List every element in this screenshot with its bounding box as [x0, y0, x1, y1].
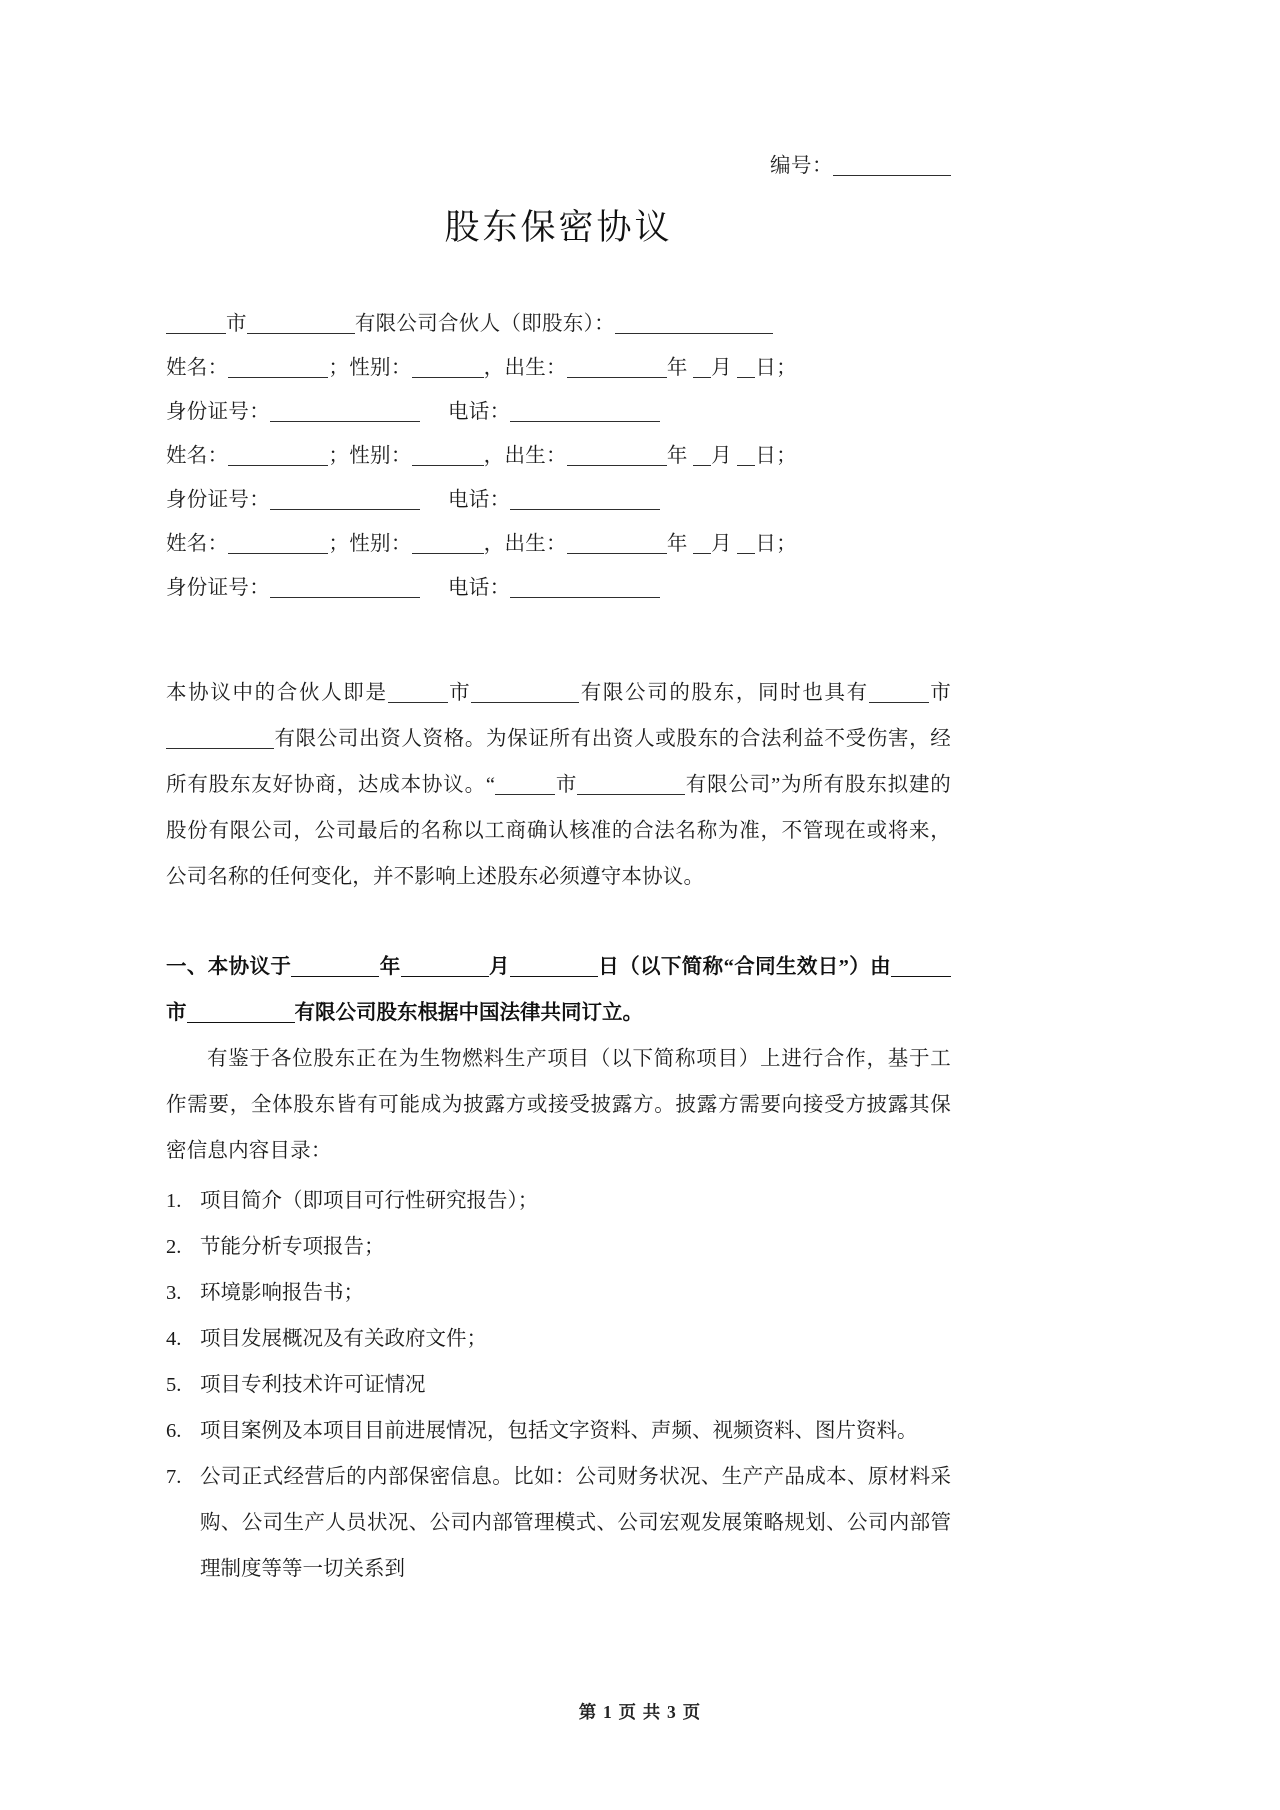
- recital-block: [166, 670, 951, 900]
- semicolon-2: ；: [328, 445, 350, 467]
- party-city-blank[interactable]: [166, 333, 226, 334]
- year-label: 年: [666, 533, 688, 555]
- shareholder-2-birth-year-blank[interactable]: [567, 465, 667, 466]
- list-item-marker: 7.: [166, 1466, 182, 1488]
- list-item: [166, 1224, 951, 1270]
- day-label: 日；: [755, 533, 797, 555]
- id-number-label: 身份证号：: [166, 401, 270, 423]
- phone-label: 电话：: [448, 577, 511, 599]
- shareholder-3-id-line: [166, 566, 951, 610]
- birth-label: 出生：: [504, 533, 567, 555]
- recital-text-b: 市: [447, 682, 472, 704]
- recital-text-f: 市: [555, 774, 578, 796]
- section-one-text-c: 月: [488, 956, 510, 978]
- document-number-label: 编号：: [770, 155, 833, 177]
- list-item-marker: 6.: [166, 1420, 182, 1442]
- list-item-marker: 4.: [166, 1328, 182, 1350]
- party-company-blank[interactable]: [247, 333, 355, 334]
- list-item: [166, 1178, 951, 1224]
- recital-text-a: 本协议中的合伙人即是: [166, 682, 388, 704]
- comma-3: ，: [483, 533, 505, 555]
- page-content: [166, 0, 951, 1592]
- document-number-blank[interactable]: [833, 175, 951, 176]
- shareholder-3-birth-day-blank[interactable]: [737, 553, 755, 554]
- list-item-text: 环境影响报告书；: [200, 1282, 364, 1304]
- name-label: 姓名：: [166, 357, 229, 379]
- shareholder-2-id-blank[interactable]: [270, 509, 420, 510]
- gender-label: 性别：: [349, 445, 412, 467]
- recital-text-g: 有限公司”为所有股东拟建的股份有限公司，公司最后的名称以工商确认核准的合法名称为准，不管现在或将来，公司名称的任何变化，并不影响上述股东必须遵守本协议。: [166, 774, 951, 888]
- recital-company-blank-3[interactable]: [577, 794, 685, 795]
- recital-company-blank-2[interactable]: [166, 748, 274, 749]
- section-one-heading: [166, 944, 951, 1036]
- phone-label: 电话：: [448, 401, 511, 423]
- day-label: 日；: [755, 357, 797, 379]
- section-one-city-blank[interactable]: [891, 976, 951, 977]
- shareholder-1-gender-blank[interactable]: [412, 377, 484, 378]
- section-one-day-blank[interactable]: [510, 976, 598, 977]
- list-item: [166, 1316, 951, 1362]
- party-name-blank[interactable]: [615, 333, 773, 334]
- list-item-text: 公司正式经营后的内部保密信息。比如：公司财务状况、生产产品成本、原材料采购、公司生产人员状况、公司内部管理模式、公司宏观发展策略规划、公司内部管理制度等等一切关系到: [200, 1466, 951, 1580]
- month-label: 月: [711, 445, 732, 467]
- document-number-field: [166, 148, 951, 178]
- recital-text-d: 市: [928, 682, 951, 704]
- shareholder-1-phone-blank[interactable]: [510, 421, 660, 422]
- shareholder-2-gender-blank[interactable]: [412, 465, 484, 466]
- comma-2: ，: [483, 445, 505, 467]
- party-line: [166, 302, 951, 346]
- section-one-text-d: 日（以下简称“合同生效日”）由: [597, 956, 892, 978]
- shareholder-1-birth-year-blank[interactable]: [567, 377, 667, 378]
- intro-paragraph: 有鉴于各位股东正在为生物燃料生产项目（以下简称项目）上进行合作，基于工作需要，全体股东皆有可能成为披露方或接受披露方。披露方需要向接受方披露其保密信息内容目录：: [166, 1048, 951, 1162]
- list-item-text: 项目简介（即项目可行性研究报告）；: [200, 1190, 539, 1212]
- confidential-info-list: [166, 1178, 951, 1592]
- list-item: [166, 1362, 951, 1408]
- party-company-suffix: 有限公司合伙人（即股东）：: [354, 313, 615, 335]
- party-city-suffix: 市: [226, 313, 247, 335]
- shareholder-2-birth-day-blank[interactable]: [737, 465, 755, 466]
- shareholder-2-birth-month-blank[interactable]: [693, 465, 711, 466]
- birth-label: 出生：: [504, 357, 567, 379]
- day-label: 日；: [755, 445, 797, 467]
- shareholder-3-phone-blank[interactable]: [510, 597, 660, 598]
- recital-company-blank-1[interactable]: [471, 702, 579, 703]
- semicolon-3: ；: [328, 533, 350, 555]
- section-one-text-a: 一、本协议于: [166, 956, 292, 978]
- list-item-text: 项目发展概况及有关政府文件；: [200, 1328, 487, 1350]
- recital-paragraph: [166, 670, 951, 900]
- section-one-text-b: 年: [379, 956, 401, 978]
- list-item: [166, 1408, 951, 1454]
- shareholder-2-id-line: [166, 478, 951, 522]
- list-item-marker: 3.: [166, 1282, 182, 1304]
- recital-text-c: 有限公司的股东，同时也具有: [579, 682, 869, 704]
- shareholder-3-name-blank[interactable]: [228, 553, 328, 554]
- recital-city-blank-2[interactable]: [869, 702, 929, 703]
- section-one-month-blank[interactable]: [401, 976, 489, 977]
- recital-city-blank-1[interactable]: [388, 702, 448, 703]
- year-label: 年: [666, 357, 688, 379]
- shareholder-3-name-line: [166, 522, 951, 566]
- shareholder-2-phone-blank[interactable]: [510, 509, 660, 510]
- shareholder-1-birth-month-blank[interactable]: [693, 377, 711, 378]
- list-item-marker: 2.: [166, 1236, 182, 1258]
- id-number-label: 身份证号：: [166, 577, 270, 599]
- year-label: 年: [666, 445, 688, 467]
- id-number-label: 身份证号：: [166, 489, 270, 511]
- shareholder-3-birth-year-blank[interactable]: [567, 553, 667, 554]
- list-item-marker: 1.: [166, 1190, 182, 1212]
- shareholder-1-birth-day-blank[interactable]: [737, 377, 755, 378]
- month-label: 月: [711, 357, 732, 379]
- shareholder-1-name-line: [166, 346, 951, 390]
- month-label: 月: [711, 533, 732, 555]
- page-title: 股东保密协议: [444, 208, 673, 247]
- shareholder-1-name-blank[interactable]: [228, 377, 328, 378]
- name-label: 姓名：: [166, 533, 229, 555]
- recital-city-blank-3[interactable]: [495, 794, 555, 795]
- shareholder-3-gender-blank[interactable]: [412, 553, 484, 554]
- gender-label: 性别：: [349, 533, 412, 555]
- list-item-text: 项目案例及本项目目前进展情况，包括文字资料、声频、视频资料、图片资料。: [200, 1420, 918, 1442]
- shareholder-2-name-blank[interactable]: [228, 465, 328, 466]
- semicolon-1: ；: [328, 357, 350, 379]
- recital-text-e: 有限公司出资人资格。为保证所有出资人或股东的合法利益不受伤害，经所有股东友好协商，达成本协议。“: [166, 728, 951, 796]
- section-one-year-blank[interactable]: [291, 976, 379, 977]
- comma-1: ，: [483, 357, 505, 379]
- section-one-text-e: 市: [166, 1002, 187, 1024]
- phone-label: 电话：: [448, 489, 511, 511]
- list-item-text: 节能分析专项报告；: [200, 1236, 385, 1258]
- shareholder-3-birth-month-blank[interactable]: [693, 553, 711, 554]
- list-item-marker: 5.: [166, 1374, 182, 1396]
- list-item: [166, 1454, 951, 1592]
- list-item: [166, 1270, 951, 1316]
- shareholder-3-id-blank[interactable]: [270, 597, 420, 598]
- birth-label: 出生：: [504, 445, 567, 467]
- section-one-company-blank[interactable]: [187, 1022, 295, 1023]
- section-one-text-f: 有限公司股东根据中国法律共同订立。: [294, 1002, 643, 1024]
- list-item-text: 项目专利技术许可证情况: [200, 1374, 426, 1396]
- gender-label: 性别：: [349, 357, 412, 379]
- shareholder-2-name-line: [166, 434, 951, 478]
- shareholder-1-id-blank[interactable]: [270, 421, 420, 422]
- shareholder-form-block: [166, 302, 951, 610]
- shareholder-1-id-line: [166, 390, 951, 434]
- name-label: 姓名：: [166, 445, 229, 467]
- page-footer: 第 1 页 共 3 页: [578, 1702, 702, 1722]
